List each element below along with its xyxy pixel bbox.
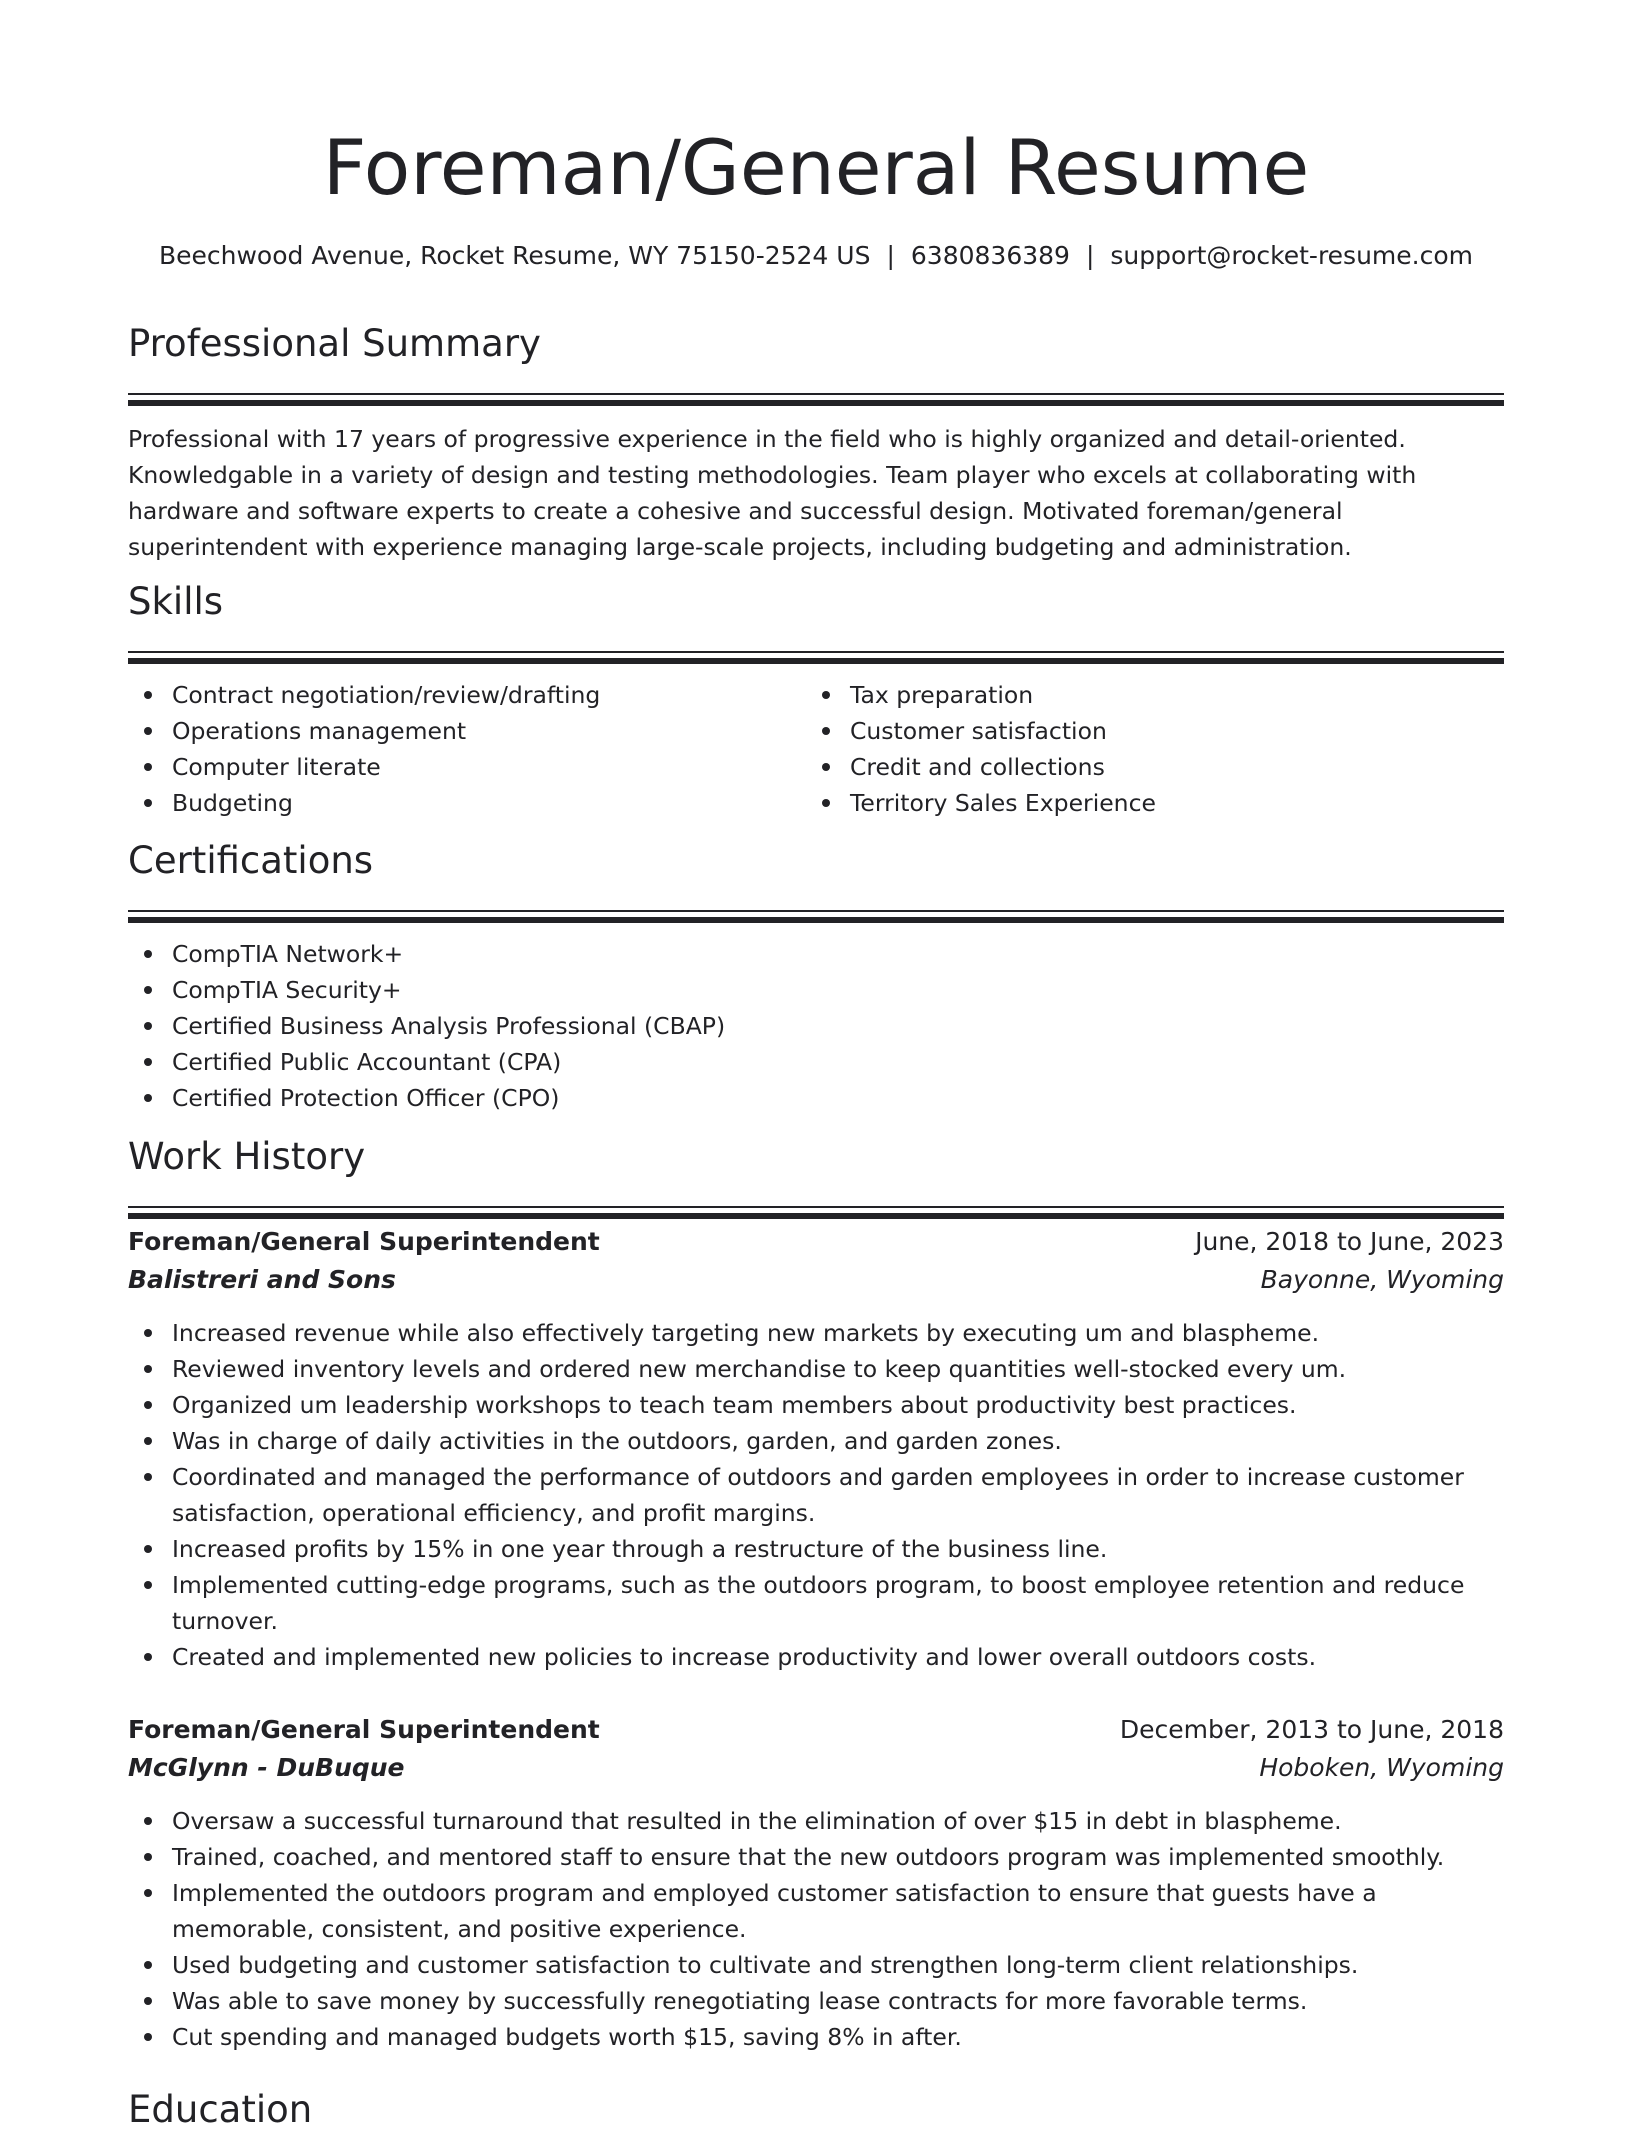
list-item: Implemented the outdoors program and employed customer satisfaction to ensure that guests have a memorable, consistent, and positive experience. [128,1875,1504,1947]
skills-columns [128,663,1504,821]
list-item: Oversaw a successful turnaround that resulted in the elimination of over $15 in debt in blaspheme. [128,1803,1504,1839]
skills-list-right [806,677,1484,821]
list-item: Created and implemented new policies to increase productivity and lower overall outdoors costs. [128,1639,1504,1675]
list-item: Increased revenue while also effectively targeting new markets by executing um and blaspheme. [128,1315,1504,1351]
list-item: Reviewed inventory levels and ordered new merchandise to keep quantities well-stocked every um. [128,1351,1504,1387]
list-item: Territory Sales Experience [806,785,1484,821]
document-title: Foreman/General Resume [322,123,1310,212]
list-item: Computer literate [128,749,806,785]
job-title: Foreman/General Superintendent [128,1227,600,1256]
list-item: Was able to save money by successfully renegotiating lease contracts for more favorable terms. [128,1983,1504,2019]
job-location: Bayonne, Wyoming [1260,1265,1504,1294]
list-item: Contract negotiation/review/drafting [128,677,806,713]
job-duties-list [128,1315,1504,1675]
list-item: CompTIA Network+ [128,936,1504,972]
summary-section [128,319,1504,565]
skills-section [128,577,1504,821]
list-item: Certified Protection Officer (CPO) [128,1080,1504,1116]
list-item: Certified Public Accountant (CPA) [128,1044,1504,1080]
education-section [128,2085,1504,2135]
contact-line [128,238,1504,274]
contact-phone: 6380836389 [910,241,1070,270]
job-header [128,1711,1504,1749]
certifications-list [128,936,1504,1116]
list-item: Tax preparation [806,677,1484,713]
list-item: Was in charge of daily activities in the outdoors, garden, and garden zones. [128,1423,1504,1459]
section-heading: Professional Summary [128,322,541,365]
list-item: CompTIA Security+ [128,972,1504,1008]
summary-text: Professional with 17 years of progressive experience in the field who is highly organized and detail-oriented. Knowledgable in a variety of design and testing methodologies. Team player who excels at collaborating with hardware and software experts to create a cohesive and successful design. Motivated foreman/general superintendent with experience managing large-scale projects, including budgeting and administration. [128,425,1417,561]
list-item: Cut spending and managed budgets worth $15, saving 8% in after. [128,2019,1504,2055]
job-dates: June, 2018 to June, 2023 [1195,1227,1504,1256]
job-subheader [128,1261,1504,1299]
contact-separator: | [886,241,895,270]
job-location: Hoboken, Wyoming [1259,1753,1504,1782]
list-item: Budgeting [128,785,806,821]
contact-email: support@rocket-resume.com [1110,241,1474,270]
work-history-section [128,1132,1504,1218]
contact-separator: | [1085,241,1095,270]
section-heading: Skills [128,580,224,623]
list-item: Credit and collections [806,749,1484,785]
job-duties-list [128,1803,1504,2055]
skills-list-left [128,677,806,821]
job-company: Balistreri and Sons [128,1265,396,1294]
certifications-section [128,836,1504,1116]
list-item: Customer satisfaction [806,713,1484,749]
job-entry [128,1711,1504,2055]
section-heading: Work History [128,1135,366,1178]
list-item: Implemented cutting-edge programs, such as the outdoors program, to boost employee retention and reduce turnover. [128,1567,1504,1639]
job-title: Foreman/General Superintendent [128,1715,600,1744]
section-heading: Certifications [128,839,374,882]
contact-address: Beechwood Avenue, Rocket Resume, WY 75150-2524 US [158,241,871,270]
list-item: Trained, coached, and mentored staff to ensure that the new outdoors program was implemented smoothly. [128,1839,1504,1875]
job-company: McGlynn - DuBuque [128,1753,405,1782]
list-item: Used budgeting and customer satisfaction to cultivate and strengthen long-term client relationships. [128,1947,1504,1983]
job-dates: December, 2013 to June, 2018 [1119,1715,1504,1744]
section-divider [128,1206,1504,1218]
list-item: Certified Business Analysis Professional (CBAP) [128,1008,1504,1044]
list-item: Organized um leadership workshops to teach team members about productivity best practices. [128,1387,1504,1423]
job-header [128,1223,1504,1261]
section-divider [128,393,1504,405]
job-entry [128,1223,1504,1675]
list-item: Operations management [128,713,806,749]
section-divider [128,910,1504,922]
section-divider [128,651,1504,663]
section-heading: Education [128,2088,313,2131]
job-subheader [128,1749,1504,1787]
list-item: Increased profits by 15% in one year through a restructure of the business line. [128,1531,1504,1567]
list-item: Coordinated and managed the performance of outdoors and garden employees in order to increase customer satisfaction, operational efficiency, and profit margins. [128,1459,1504,1531]
